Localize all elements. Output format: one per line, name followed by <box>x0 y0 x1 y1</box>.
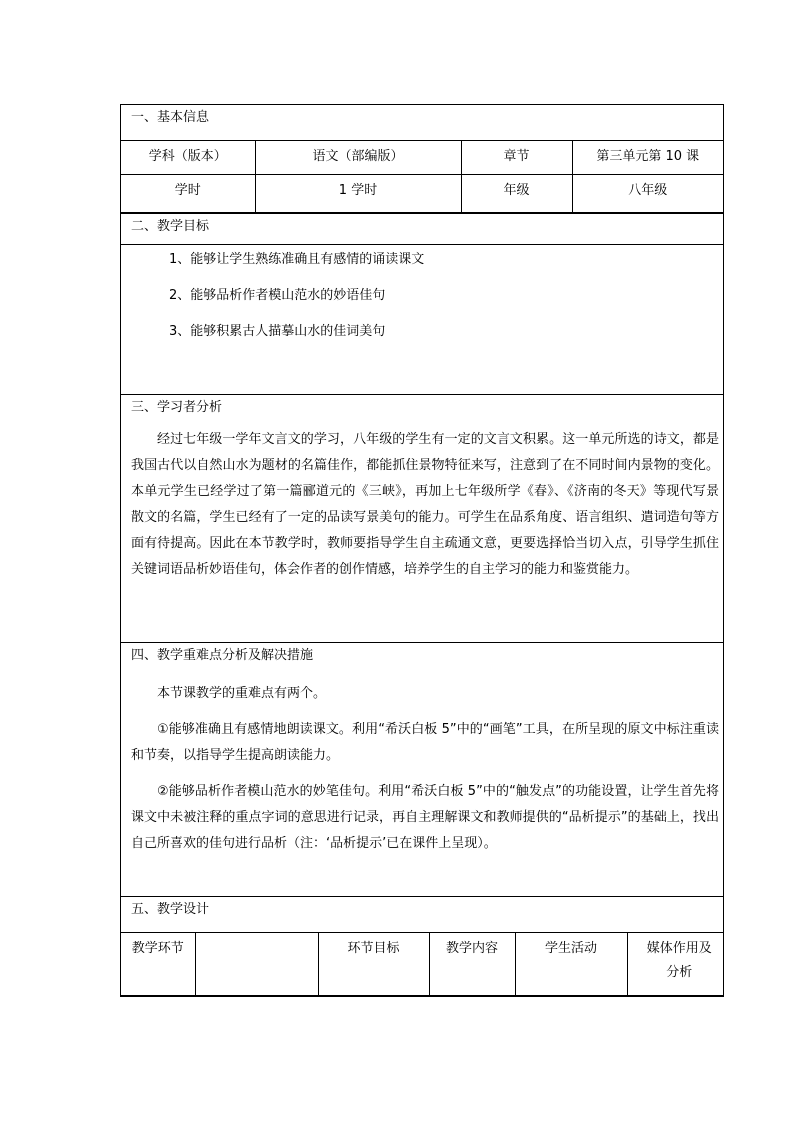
design-table-wrap <box>121 933 723 996</box>
table-row <box>121 141 723 174</box>
basic-info-table <box>121 141 723 213</box>
goal-item: 1、能够让学生熟练准确且有感情的诵读课文 <box>169 251 425 267</box>
column-header-media: 媒体作用及分析 <box>646 940 712 980</box>
design-header: 五、教学设计 <box>121 897 723 933</box>
difficulty-body <box>121 673 723 897</box>
subject-label: 学科（版本） <box>121 141 255 174</box>
difficulty-paragraph: ①能够准确且有感情地朗读课文。利用“希沃白板 5”中的“画笔”工具，在所呈现的原文中标注重读和节奏，以指导学生提高朗读能力。 <box>131 721 719 763</box>
chapter-label: 章节 <box>461 141 572 174</box>
table-row <box>121 933 723 995</box>
difficulty-header: 四、教学重难点分析及解决措施 <box>131 647 314 663</box>
hours-value: 1 学时 <box>255 174 461 212</box>
lesson-plan-table <box>120 104 724 997</box>
column-header-stage: 教学环节 <box>121 933 195 995</box>
column-header-goal: 环节目标 <box>318 933 429 995</box>
column-header-blank <box>195 933 318 995</box>
chapter-value: 第三单元第 10 课 <box>572 141 723 174</box>
hours-label: 学时 <box>121 174 255 212</box>
table-row <box>121 174 723 212</box>
basic-info-header: 一、基本信息 <box>121 105 723 141</box>
difficulty-paragraph: 本节课教学的重难点有两个。 <box>157 685 327 701</box>
column-header-activity: 学生活动 <box>515 933 627 995</box>
learner-analysis-header: 三、学习者分析 <box>131 399 223 415</box>
grade-label: 年级 <box>461 174 572 212</box>
learner-analysis-body <box>121 423 723 643</box>
design-table <box>121 933 723 995</box>
column-header-content: 教学内容 <box>429 933 515 995</box>
learner-analysis-text: 经过七年级一学年文言文的学习，八年级的学生有一定的文言文积累。这一单元所选的诗文，都是我国古代以自然山水为题材的名篇佳作，都能抓住景物特征来写，注意到了在不同时间内景物的变化。本单元学生已经学过了第一篇郦道元的《三峡》，再加上七年级所学《春》、《济南的冬天》等现代写景散文的名篇，学生已经有了一定的品读写景美句的能力。可学生在品系角度、语言组织、遣词造句等方面有待提高。因此在本节教学时，教师要指导学生自主疏通文意，更要选择恰当切入点，引导学生抓住关键词语品析妙语佳句，体会作者的创作情感，培养学生的自主学习的能力和鉴赏能力。 <box>131 431 719 577</box>
goals-list <box>121 245 723 395</box>
goals-header: 二、教学目标 <box>121 213 723 245</box>
subject-value: 语文（部编版） <box>255 141 461 174</box>
grade-value: 八年级 <box>572 174 723 212</box>
goal-item: 2、能够品析作者模山范水的妙语佳句 <box>169 287 386 303</box>
goal-item: 3、能够积累古人描摹山水的佳词美句 <box>169 323 386 339</box>
difficulty-paragraph: ②能够品析作者模山范水的妙笔佳句。利用“希沃白板 5”中的“触发点”的功能设置，让学生首先将课文中未被注释的重点字词的意思进行记录，再自主理解课文和教师提供的“品析提示”的基础上，找出自己所喜欢的佳句进行品析（注：‘品析提示’已在课件上呈现）。 <box>131 783 719 851</box>
